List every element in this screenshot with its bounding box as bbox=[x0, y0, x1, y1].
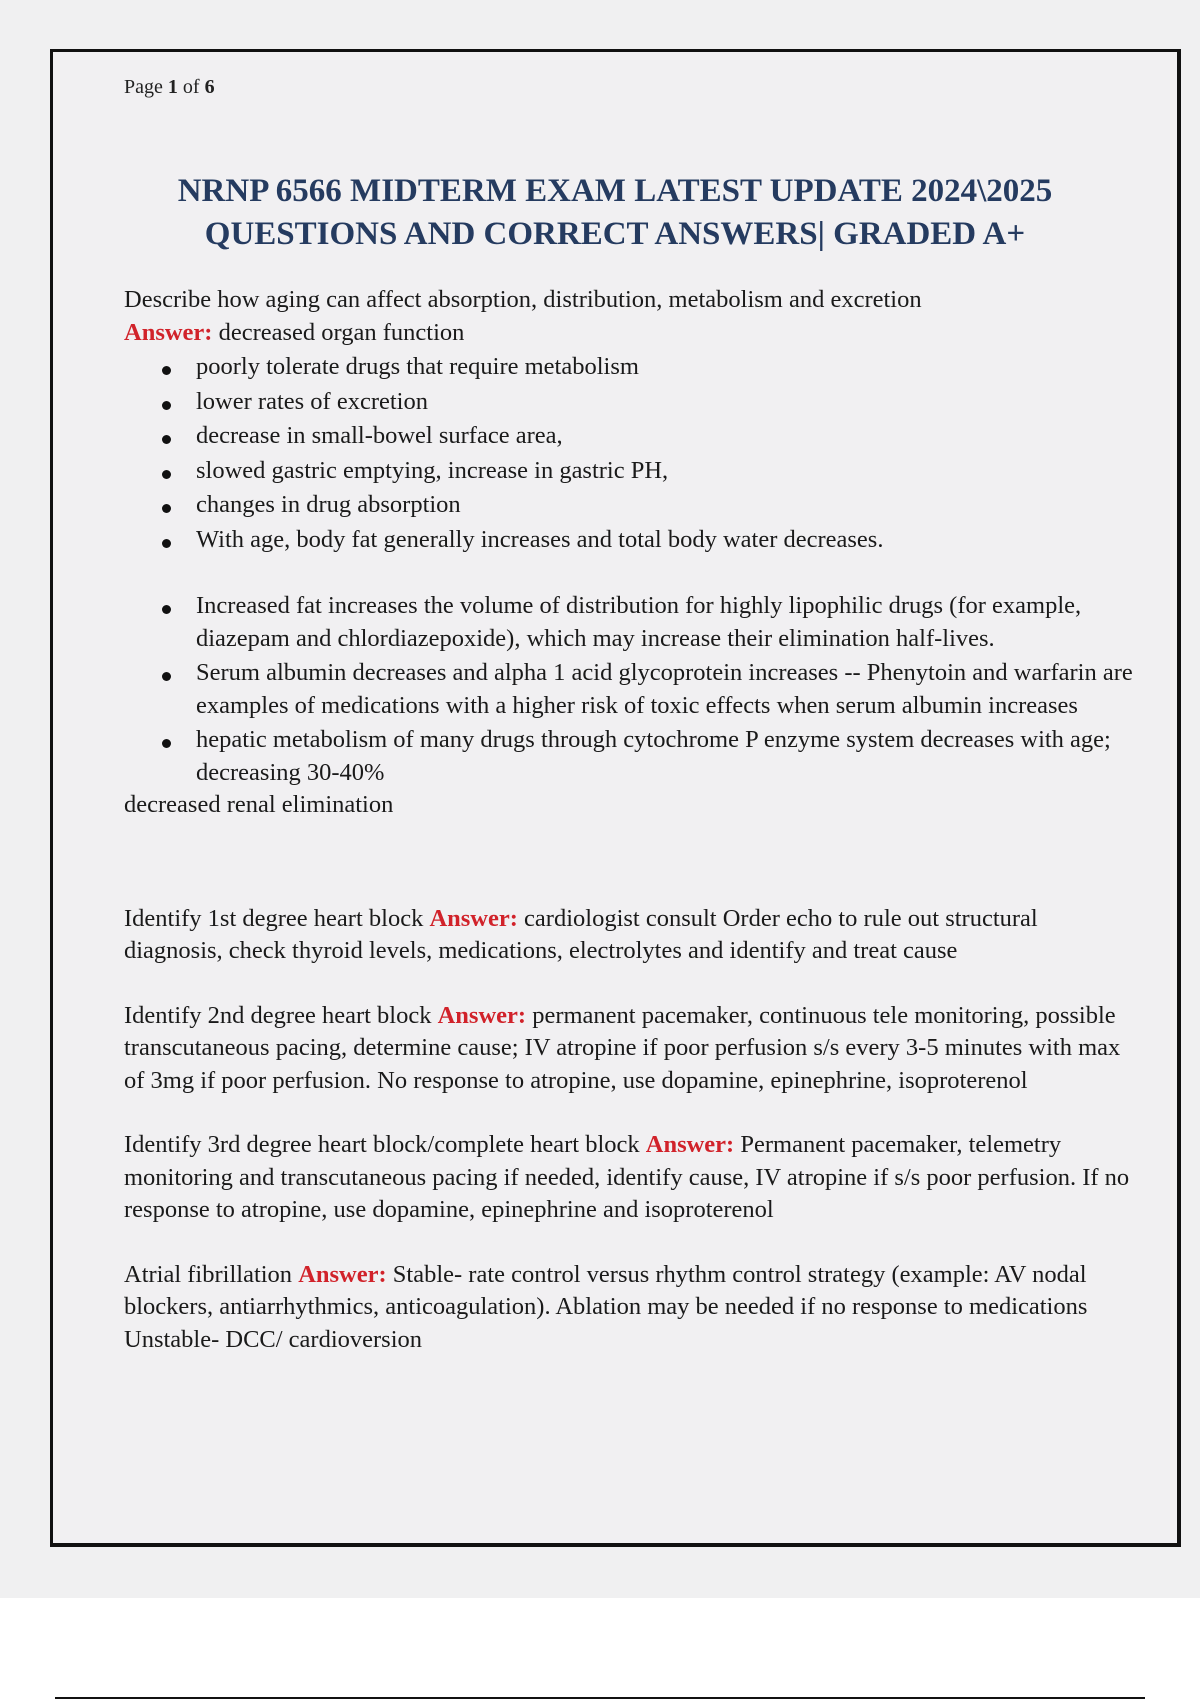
title-line-2: QUESTIONS AND CORRECT ANSWERS| GRADED A+ bbox=[204, 216, 1026, 252]
page-counter-of: of bbox=[182, 76, 200, 98]
list-item: changes in drug absorption bbox=[196, 487, 1134, 522]
next-page-preview bbox=[0, 1598, 1200, 1700]
answer-label: Answer: bbox=[429, 904, 518, 932]
answer-label: Answer: bbox=[124, 318, 213, 346]
list-item: Serum albumin decreases and alpha 1 acid glycoprotein increases -- Phenytoin and warfarin are examples of medications with a higher risk of toxic effects when serum albumin increases bbox=[196, 655, 1134, 722]
answer-tail: decreased renal elimination bbox=[124, 791, 394, 818]
title-line-1: NRNP 6566 MIDTERM EXAM LATEST UPDATE 2024\2025 bbox=[177, 173, 1053, 209]
answer-line bbox=[124, 317, 1134, 350]
question-text: Atrial fibrillation bbox=[124, 1260, 299, 1288]
list-item: Increased fat increases the volume of distribution for highly lipophilic drugs (for example, diazepam and chlordiazepoxide), which may increase their elimination half-lives. bbox=[196, 588, 1134, 655]
answer-label: Answer: bbox=[437, 1001, 527, 1029]
list-item: slowed gastric emptying, increase in gastric PH, bbox=[196, 453, 1134, 488]
question-text: Identify 1st degree heart block bbox=[124, 904, 430, 932]
document-page bbox=[50, 49, 1181, 1547]
page-counter bbox=[124, 76, 215, 99]
list-item: hepatic metabolism of many drugs through cytochrome P enzyme system decreases with age; decreasing 30-40% bbox=[196, 722, 1134, 789]
question-block-afib bbox=[124, 1259, 1134, 1357]
page-counter-prefix: Page bbox=[124, 76, 163, 98]
document-body bbox=[124, 284, 1134, 1356]
list-item: poorly tolerate drugs that require metabolism bbox=[196, 349, 1134, 384]
question-block-aging bbox=[124, 284, 1134, 822]
answer-text: permanent pacemaker, continuous tele monitoring, possible transcutaneous pacing, determine cause; IV atropine if poor perfusion s/s every 3-5 minutes with max of 3mg if poor perfusion. No response to atropine, use dopamine, epinephrine, isoproterenol bbox=[124, 1001, 1121, 1094]
question-block-3rd-degree bbox=[124, 1129, 1134, 1227]
question-text: Identify 2nd degree heart block bbox=[124, 1001, 438, 1029]
bullet-list bbox=[124, 349, 1134, 556]
document-title bbox=[53, 170, 1177, 256]
answer-label: Answer: bbox=[298, 1260, 387, 1288]
answer-text: Stable- rate control versus rhythm control strategy (example: AV nodal blockers, antiarrhythmics, anticoagulation). Ablation may be needed if no response to medications bbox=[124, 1260, 1088, 1320]
page-total: 6 bbox=[204, 76, 215, 98]
list-item: lower rates of excretion bbox=[196, 384, 1134, 419]
answer-text: cardiologist consult Order echo to rule out structural diagnosis, check thyroid levels, medications, electrolytes and identify and treat cause bbox=[124, 904, 1038, 964]
bullet-list bbox=[124, 588, 1134, 789]
answer-label: Answer: bbox=[645, 1131, 735, 1158]
list-item: With age, body fat generally increases and total body water decreases. bbox=[196, 522, 1134, 557]
page-current: 1 bbox=[167, 76, 178, 98]
answer-text: decreased organ function bbox=[212, 318, 465, 346]
list-item: decrease in small-bowel surface area, bbox=[196, 418, 1134, 453]
answer-text: Permanent pacemaker, telemetry monitoring and transcutaneous pacing if needed, identify cause, IV atropine if s/s poor perfusion. If no response to atropine, use dopamine, epinephrine and isoproterenol bbox=[124, 1131, 1130, 1223]
question-block-2nd-degree bbox=[124, 1000, 1134, 1098]
answer-tail: Unstable- DCC/ cardioversion bbox=[124, 1325, 423, 1353]
next-page-top-rule bbox=[55, 1697, 1145, 1699]
question-block-1st-degree bbox=[124, 903, 1134, 968]
question-text: Describe how aging can affect absorption, distribution, metabolism and excretion bbox=[124, 286, 922, 313]
question-text: Identify 3rd degree heart block/complete heart block bbox=[124, 1131, 646, 1158]
